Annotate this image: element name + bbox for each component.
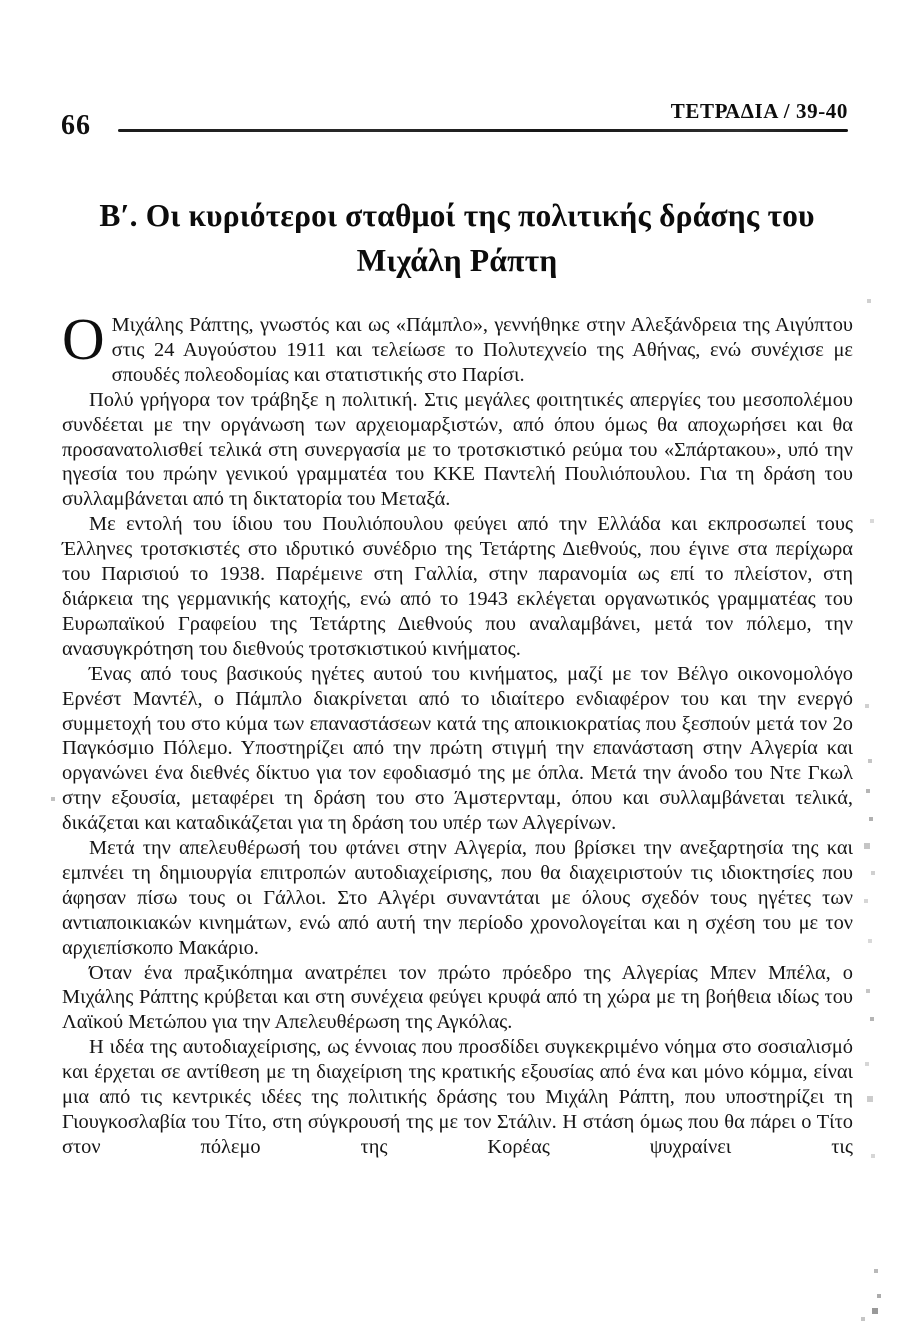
running-header	[0, 0, 914, 150]
article-title-line-2: Μιχάλη Ράπτη	[356, 243, 558, 278]
journal-title: ΤΕΤΡΑΔΙΑ / 39-40	[670, 99, 848, 123]
drop-cap: Ο	[62, 306, 105, 372]
paragraph-1-text: Μιχάλης Ράπτης, γνωστός και ως «Πάμπλο», γεννήθηκε στην Αλεξάνδρεια της Αιγύπτου στις 24 Αυγούστου 1911 και τελείωσε το Πολυτεχνείο της Αθήνας, ενώ συνέχισε με σπουδές πολεοδομίας και στατιστικής στο Παρίσι.	[111, 314, 853, 386]
paragraph-1	[62, 306, 853, 388]
article-title	[0, 193, 914, 283]
scan-noise-speckles	[0, 0, 2, 2]
page-number: 66	[61, 110, 91, 141]
paragraph-4: Ένας από τους βασικούς ηγέτες αυτού του κινήματος, μαζί με τον Βέλγο οικονομολόγο Ερνέστ Μαντέλ, ο Πάμπλο διακρίνεται από το ιδιαίτερο ενδιαφέρον του και την ενεργό συμμετοχή του στο κύμα των επαναστάσεων κατά της αποικιοκρατίας που ξεσπούν μετά τον 2ο Παγκόσμιο Πόλεμο. Υποστηρίζει από την πρώτη στιγμή την επανάσταση στην Αλγερία και οργανώνει ένα διεθνές δίκτυο για τον εφοδιασμό της με όπλα. Μετά την άνοδο του Ντε Γκωλ στην εξουσία, μεταφέρει τη δράση του στο Άμστερνταμ, όπου και συλλαμβάνεται τελικά, δικάζεται και καταδικάζεται για τη δράση του υπέρ των Αλγερίνων.	[62, 662, 853, 835]
article-title-line-1: Β′. Οι κυριότεροι σταθμοί της πολιτικής δράσης του	[99, 198, 815, 233]
paragraph-2: Πολύ γρήγορα τον τράβηξε η πολιτική. Στις μεγάλες φοιτητικές απεργίες του μεσοπολέμου συνδέεται με την οργάνωση των αρχειομαρξιστών, από όπου όμως θα αποχωρήσει και θα προσανατολισθεί τελικά στη συνεργασία με το τροτσκιστικό ρεύμα του «Σπάρτακου», υπό την ηγεσία του πρώην γενικού γραμματέα του ΚΚΕ Παντελή Πουλιόπουλου. Για τη δράση του συλλαμβάνεται από τη δικτατορία του Μεταξά.	[62, 388, 853, 511]
paragraph-7: Η ιδέα της αυτοδιαχείρισης, ως έννοιας που προσδίδει συγκεκριμένο νόημα στο σοσιαλισμό και έρχεται σε αντίθεση με τη διαχείριση της κρατικής εξουσίας από ένα και μόνο κόμμα, είναι μια από τις κεντρικές ιδέες της πολιτικής δράσης του Μιχάλη Ράπτη, που υποστηρίζει τη Γιουγκοσλαβία του Τίτο, στη σύγκρουσή της με τον Στάλιν. Η στάση όμως που θα πάρει ο Τίτο στον πόλεμο της Κορέας ψυχραίνει τις	[62, 1036, 853, 1158]
article-body	[62, 306, 853, 1160]
paragraph-5: Μετά την απελευθέρωσή του φτάνει στην Αλγερία, που βρίσκει την ανεξαρτησία της και εμπνέει τη δημιουργία επιτροπών αυτοδιαχείρισης, που θα διαχειριστούν τις ιδιοκτησίες που άφησαν πίσω τους οι Γάλλοι. Στο Αλγέρι συναντάται με όλους σχεδόν τους ηγέτες των αντιαποικιακών κινημάτων, ενώ από αυτή την περίοδο χρονολογείται και η σχέση του με τον αρχιεπίσκοπο Μακάριο.	[62, 837, 853, 959]
header-rule	[118, 129, 848, 132]
paragraph-3: Με εντολή του ίδιου του Πουλιόπουλου φεύγει από την Ελλάδα και εκπροσωπεί τους Έλληνες τροτσκιστές στο ιδρυτικό συνέδριο της Τετάρτης Διεθνούς, που έγινε στα περίχωρα του Παρισιού το 1938. Παρέμεινε στη Γαλλία, στην παρανομία ως επί το πλείστον, στη διάρκεια της γερμανικής κατοχής, ενώ από το 1943 εκλέγεται οργανωτικός γραμματέας του Ευρωπαϊκού Γραφείου της Τετάρτης Διεθνούς που αναλαμβάνει, μετά τον πόλεμο, την ανασυγκρότηση του διεθνούς τροτσκιστικού κινήματος.	[62, 513, 853, 660]
paragraph-6: Όταν ένα πραξικόπημα ανατρέπει τον πρώτο πρόεδρο της Αλγερίας Μπεν Μπέλα, ο Μιχάλης Ράπτης κρύβεται και στη συνέχεια φεύγει κρυφά από τη χώρα με τη βοήθεια ιδίως του Λαϊκού Μετώπου για την Απελευθέρωση της Αγκόλας.	[62, 961, 853, 1034]
